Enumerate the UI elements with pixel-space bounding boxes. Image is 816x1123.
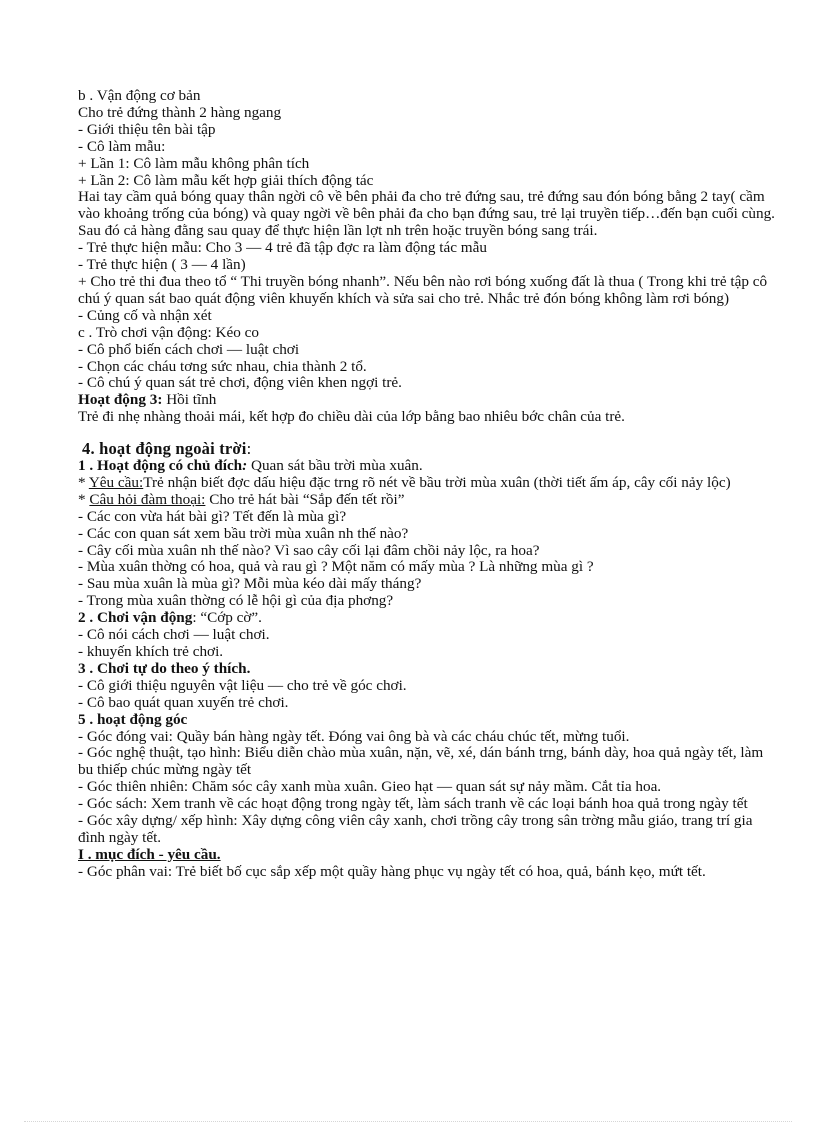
- subsection-title: b . Vận động cơ bản: [78, 87, 201, 104]
- text-line: - Cô chú ý quan sát trẻ chơi, động viên khen ngợi trẻ.: [78, 374, 402, 392]
- paragraph: - Góc phân vai: Trẻ biết bố cục sắp xếp một quầy hàng phục vụ ngày tết có hoa, quả, bánh kẹo, mứt tết.: [78, 862, 706, 880]
- question-line: - Các con vừa hát bài gì? Tết đến là mùa gì?: [78, 507, 347, 525]
- question-line: - Cây cối mùa xuân nh thế nào? Vì sao cây cối lại đâm chồi nảy lộc, ra hoa?: [78, 541, 540, 559]
- conversation-text: Cho trẻ hát bài “Sắp đến tết rồi”: [205, 490, 405, 508]
- paragraph: + Cho trẻ thi đua theo tổ “ Thi truyền bóng nhanh”. Nếu bên nào rơi bóng xuống đất là thua ( Trong khi trẻ tập cô chú ý quan sát bao quát động viên khuyến khích và sửa sai cho trẻ. Nhắc trẻ đón bóng không làm rơi bóng): [78, 272, 768, 307]
- subsection-title: c . Trò chơi vận động: Kéo co: [78, 323, 259, 341]
- section-i-label: I . mục đích - yêu cầu.: [78, 845, 221, 863]
- requirement-paragraph: [78, 475, 778, 492]
- text-line: - Cô phổ biến cách chơi — luật chơi: [78, 340, 300, 358]
- section-3-label: 3 . Chơi tự do theo ý thích.: [78, 659, 251, 677]
- page-bottom-rule: [24, 1121, 792, 1122]
- text-line: - Giới thiệu tên bài tập: [78, 120, 216, 138]
- text-line: + Lần 2: Cô làm mẫu kết hợp giải thích động tác: [78, 171, 374, 189]
- section-4-heading: [78, 441, 778, 458]
- text-line: + Lần 1: Cô làm mẫu không phân tích: [78, 154, 310, 172]
- question-line: - Các con quan sát xem bầu trời mùa xuân nh thế nào?: [78, 524, 409, 542]
- corner-paragraph: - Góc nghệ thuật, tạo hình: Biểu diễn chào mùa xuân, nặn, vẽ, xé, dán bánh trng, bánh dày, hoa quả ngày tết, làm bu thiếp chúc mừng ngày tết: [78, 744, 764, 779]
- section-1-text: Quan sát bầu trời mùa xuân.: [247, 457, 423, 475]
- section-2-line: [78, 610, 778, 627]
- question-line: - Sau mùa xuân là mùa gì? Mỗi mùa kéo dài mấy tháng?: [78, 575, 422, 593]
- conversation-star: *: [78, 490, 90, 508]
- paragraph: Trẻ đi nhẹ nhàng thoải mái, kết hợp đo chiều dài của lớp bằng bao nhiêu bớc chân của trẻ.: [78, 408, 625, 426]
- section-2-label: 2 . Chơi vận động: [78, 609, 193, 627]
- requirement-text: Trẻ nhận biết đợc dấu hiệu đặc trng rõ nét về bầu trời mùa xuân (thời tiết ấm áp, cây cối nảy lộc): [143, 473, 731, 491]
- requirement-star: *: [78, 473, 89, 491]
- text-line: Sau đó cả hàng đằng sau quay để thực hiện lần lợt nh trên hoặc truyền bóng sang trái.: [78, 222, 598, 240]
- section-1-colon: :: [242, 457, 248, 475]
- text-line: - Chọn các cháu tơng sức nhau, chia thành 2 tổ.: [78, 357, 367, 375]
- text-line: - khuyến khích trẻ chơi.: [78, 643, 224, 660]
- activity-3-label: Hoạt động 3:: [78, 391, 163, 409]
- corner-paragraph: - Góc xây dựng/ xếp hình: Xây dựng công viên cây xanh, chơi trồng cây trong sân trờng mẫu giáo, trang trí gia đình ngày tết.: [78, 812, 753, 846]
- question-line: - Mùa xuân thờng có hoa, quả và rau gì ? Một năm có mấy mùa ? Là những mùa gì ?: [78, 558, 594, 576]
- text-line: - Trẻ thực hiện mẫu: Cho 3 — 4 trẻ đã tập đợc ra làm động tác mẫu: [78, 239, 487, 257]
- corner-paragraph: - Góc đóng vai: Quầy bán hàng ngày tết. Đóng vai ông bà và các cháu chúc tết, mừng tuổi.: [78, 727, 630, 745]
- question-line: - Trong mùa xuân thờng có lễ hội gì của địa phơng?: [78, 592, 394, 610]
- section-1-label: 1 . Hoạt động có chủ đích: [78, 457, 243, 475]
- corner-paragraph: - Góc sách: Xem tranh về các hoạt động trong ngày tết, làm sách tranh về các loại bánh hoa quả trong ngày tết: [78, 795, 748, 813]
- activity-3-line: [78, 392, 778, 409]
- text-line: - Trẻ thực hiện ( 3 — 4 lần): [78, 256, 246, 274]
- text-line: - Cô làm mẫu:: [78, 137, 166, 155]
- text-line: - Củng cố và nhận xét: [78, 306, 212, 324]
- document-page: [78, 88, 778, 881]
- section-2-text: : “Cớp cờ”.: [192, 609, 262, 627]
- corner-paragraph: - Góc thiên nhiên: Chăm sóc cây xanh mùa xuân. Gieo hạt — quan sát sự nảy mầm. Cắt tỉa hoa.: [78, 778, 662, 796]
- section-1-line: [78, 458, 778, 475]
- section-4-title: 4. hoạt động ngoài trời: [82, 439, 247, 459]
- requirement-label: Yêu cầu:: [88, 473, 144, 491]
- text-line: - Cô nói cách chơi — luật chơi.: [78, 626, 270, 644]
- activity-3-text: Hồi tĩnh: [162, 391, 217, 409]
- conversation-line: [78, 492, 778, 509]
- conversation-label: Câu hỏi đàm thoại:: [89, 490, 206, 508]
- section-5-label: 5 . hoạt động góc: [78, 710, 188, 728]
- section-4-colon: :: [246, 439, 252, 459]
- text-line: - Cô bao quát quan xuyến trẻ chơi.: [78, 693, 289, 711]
- paragraph: Hai tay cầm quả bóng quay thân ngời cô về bên phải đa cho trẻ đứng sau, trẻ đứng sau đón bóng bằng 2 tay( cầm vào khoảng trống của bóng) và quay ngời về bên phải đa cho bạn đứng sau, trẻ lại truyền tiếp…đến bạn cuối cùng.: [78, 188, 775, 223]
- text-line: Cho trẻ đứng thành 2 hàng ngang: [78, 103, 282, 121]
- text-line: - Cô giới thiệu nguyên vật liệu — cho trẻ về góc chơi.: [78, 676, 407, 694]
